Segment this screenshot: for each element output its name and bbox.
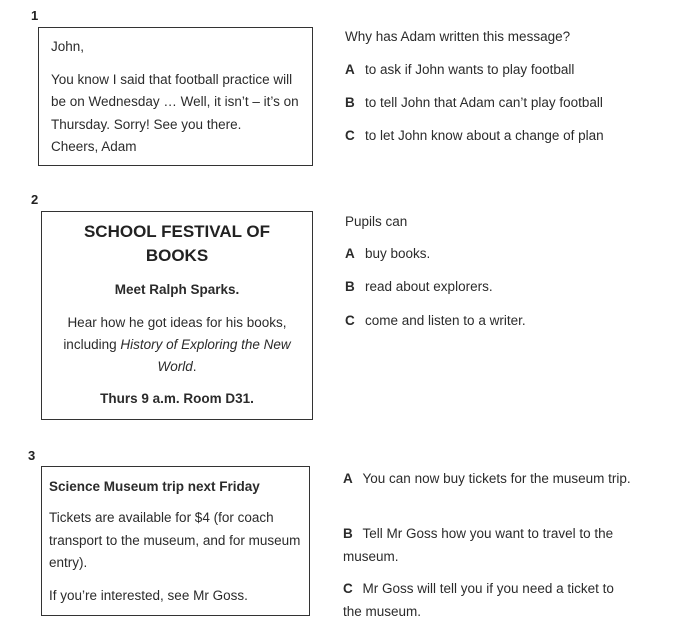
option-letter: A <box>343 471 353 486</box>
festival-time: Thurs 9 a.m. Room D31. <box>100 391 254 406</box>
festival-title: SCHOOL FESTIVAL OF BOOKS <box>83 222 271 265</box>
notice-box-1 <box>38 27 313 166</box>
trip-contact: If you’re interested, see Mr Goss. <box>49 587 248 603</box>
option-1a[interactable] <box>345 62 574 77</box>
option-letter: B <box>343 526 353 541</box>
question-text-1: Why has Adam written this message? <box>345 29 571 44</box>
option-letter: C <box>343 581 353 596</box>
option-2b[interactable] <box>345 279 493 294</box>
option-2c[interactable] <box>345 313 526 328</box>
book-title: History of Exploring the New World <box>120 337 291 374</box>
question-number-1: 1 <box>31 8 39 23</box>
option-text: buy books. <box>365 246 431 261</box>
option-letter: C <box>345 313 355 328</box>
question-number-2: 2 <box>31 192 39 207</box>
option-letter: A <box>345 246 355 261</box>
festival-meet: Meet Ralph Sparks. <box>114 282 240 297</box>
option-text: Tell Mr Goss how you want to travel to the museum. <box>343 526 614 564</box>
festival-description: Hear how he got ideas for his books, including History of Exploring the New World. <box>63 315 291 374</box>
notice-box-3 <box>41 466 310 616</box>
option-text: come and listen to a writer. <box>365 313 526 328</box>
option-1c[interactable] <box>345 128 604 143</box>
option-3a[interactable] <box>343 467 633 490</box>
trip-body: Tickets are available for $4 (for coach transport to the museum, and for museum entry). <box>49 510 301 570</box>
option-text: to ask if John wants to play football <box>365 62 575 77</box>
option-letter: B <box>345 279 355 294</box>
option-3b[interactable] <box>343 522 633 568</box>
option-text: read about explorers. <box>365 279 493 294</box>
option-text: You can now buy tickets for the museum trip. <box>362 471 631 486</box>
option-letter: C <box>345 128 355 143</box>
question-text-2: Pupils can <box>345 214 408 229</box>
question-number-3: 3 <box>28 448 36 463</box>
option-text: to tell John that Adam can’t play football <box>365 95 603 110</box>
trip-heading: Science Museum trip next Friday <box>49 479 260 494</box>
option-1b[interactable] <box>345 95 603 110</box>
notice-box-2 <box>41 211 313 420</box>
option-letter: B <box>345 95 355 110</box>
option-text: to let John know about a change of plan <box>365 128 604 143</box>
notice-signoff: Cheers, Adam <box>51 139 137 154</box>
notice-body: You know I said that football practice will be on Wednesday … Well, it isn’t – it’s on Thursday. Sorry! See you there. <box>51 71 299 132</box>
option-letter: A <box>345 62 355 77</box>
option-text: Mr Goss will tell you if you need a ticket to the museum. <box>343 581 614 619</box>
option-3c[interactable] <box>343 577 633 623</box>
notice-salutation: John, <box>51 39 85 54</box>
option-2a[interactable] <box>345 246 430 261</box>
